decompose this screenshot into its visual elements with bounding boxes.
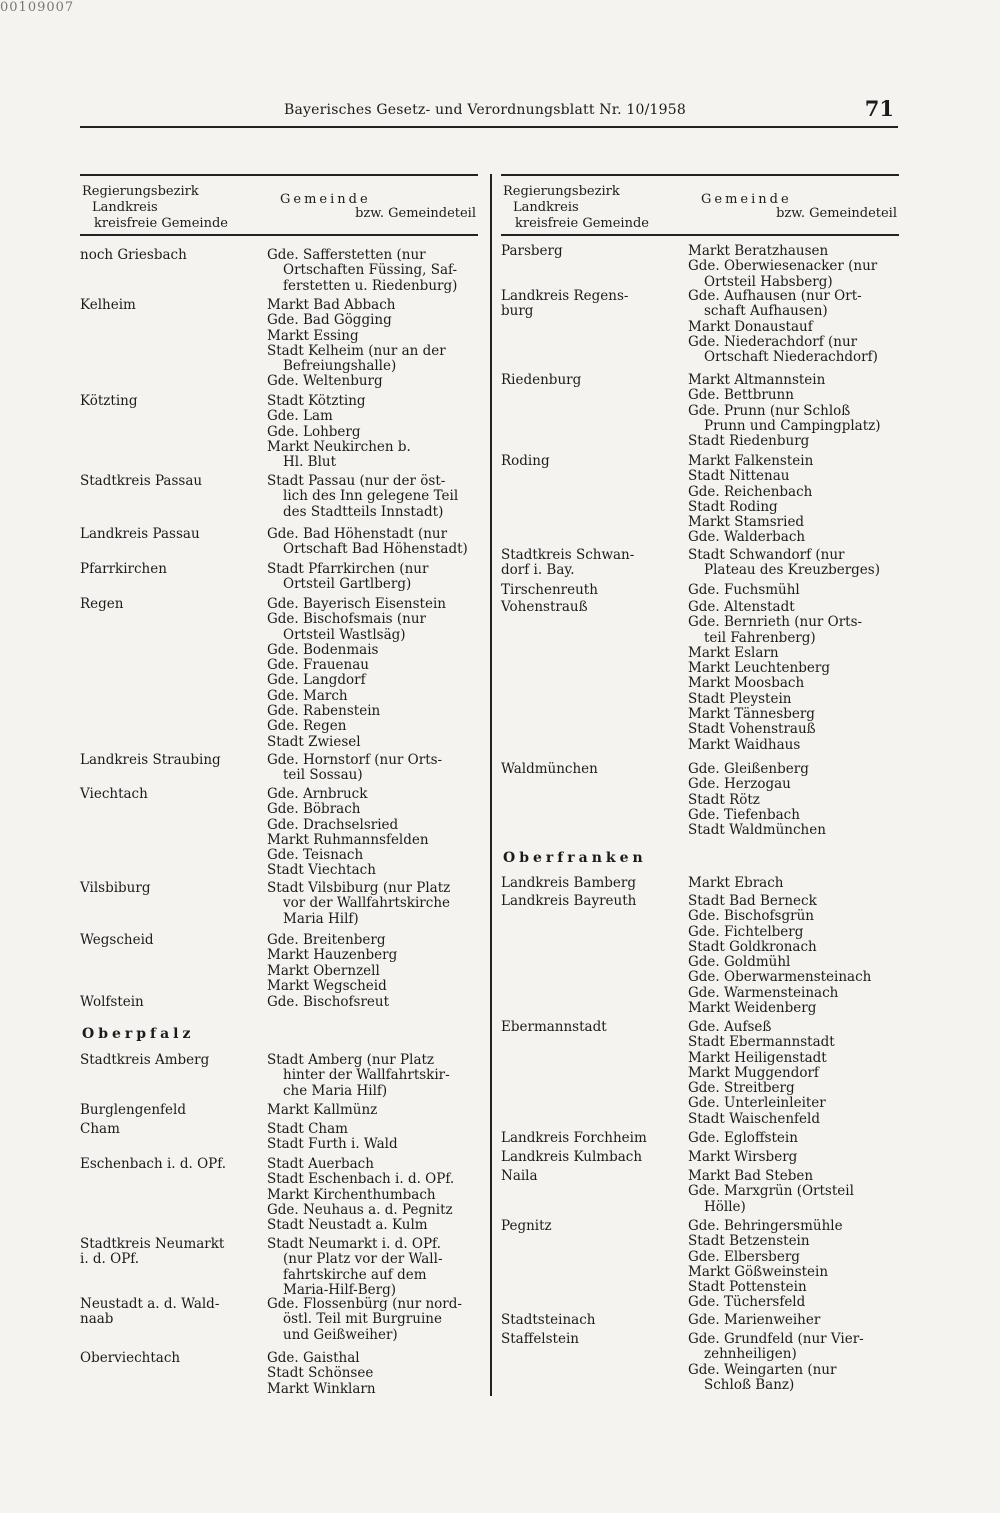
place-line: Stadt Viechtach [267,862,376,879]
place-line: Gde. March [267,687,348,704]
place-line: Gde. Tüchersfeld [688,1294,806,1311]
place-line: Stadt Auerbach [267,1156,374,1172]
place-line: Gde. Prunn (nur Schloß [688,402,851,419]
place-line: Stadt Vohenstrauß [688,721,816,738]
place-line: Markt Beratzhausen [688,243,829,259]
place-line: Gde. Egloffstein [688,1130,798,1146]
place-line: Stadt Bad Berneck [688,893,817,909]
district-name: Waldmünchen [501,761,598,777]
place-line: Gde. Regen [267,718,347,735]
places-list [267,933,479,994]
place-line: Stadt Schönsee [267,1365,374,1382]
place-line: Stadt Pfarrkirchen (nur [267,561,429,577]
place-line: Markt Weidenberg [688,1000,817,1017]
places-list [688,1150,900,1165]
header-gemeindeteil: bzw. Gemeindeteil [355,206,476,221]
place-line: Ortschaft Bad Höhenstadt) [283,541,468,558]
place-line: lich des Inn gelegene Teil [283,488,459,505]
places-list [267,753,479,784]
place-line: Stadt Betzenstein [688,1233,810,1250]
place-line: Schloß Banz) [704,1376,795,1393]
place-line: Gde. Marienweiher [688,1312,821,1328]
places-list [267,1297,479,1343]
place-line: Gde. Gleißenberg [688,761,809,777]
place-line: Gde. Walderbach [688,529,806,546]
column-divider [490,174,492,1396]
page-header [80,96,898,126]
district-name: Ebermannstadt [501,1019,607,1035]
header-regierungsbezirk: Regierungsbezirk [503,184,620,199]
place-line: Markt Neukirchen b. [267,438,411,455]
places-list [688,1131,900,1146]
header-kreisfreie-gemeinde: kreisfreie Gemeinde [94,216,228,231]
place-line: Hölle) [704,1198,746,1215]
places-list [688,1020,900,1127]
place-line: und Geißweiher) [283,1326,398,1343]
place-line: Gde. Flossenbürg (nur nord- [267,1296,462,1312]
places-list [688,373,900,449]
place-line: Stadt Vilsbiburg (nur Platz [267,880,451,896]
section-heading-oberfranken: Oberfranken [503,850,647,866]
place-line: des Stadtteils Innstadt) [283,503,444,520]
district-name: Pegnitz [501,1218,552,1234]
district-name: Regen [80,596,124,612]
place-line: vor der Wallfahrtskirche [283,895,451,912]
header-kreisfreie-gemeinde: kreisfreie Gemeinde [515,216,649,231]
place-line: Gde. Behringersmühle [688,1218,843,1234]
place-line: Gde. Gaisthal [267,1350,360,1366]
place-line: Stadt Amberg (nur Platz [267,1052,435,1068]
place-line: Markt Falkenstein [688,453,814,469]
places-list [688,454,900,546]
place-line: Markt Obernzell [267,962,380,979]
places-list [688,289,900,365]
place-line: Gde. Böbrach [267,801,361,818]
place-line: Markt Bad Abbach [267,297,396,313]
place-line: zehnheiligen) [704,1346,797,1363]
places-list [267,1103,479,1118]
district-name: Burglengenfeld [80,1102,186,1118]
place-line: Stadt Kelheim (nur an der [267,342,446,359]
place-line: Markt Bad Steben [688,1168,814,1184]
place-line: Ortschaften Füssing, Saf- [283,262,458,279]
place-line: Gde. Bischofsgrün [688,908,814,925]
place-line: Gde. Bischofsmais (nur [267,611,426,628]
places-list [267,562,479,593]
place-line: Stadt Riedenburg [688,433,810,450]
right-column [501,174,899,1393]
district-name: Landkreis Straubing [80,752,221,768]
place-line: Gde. Lam [267,408,333,425]
district-name: Wolfstein [80,994,144,1010]
district-name: Neustadt a. d. Wald- naab [80,1296,220,1328]
place-line: Markt Winklarn [267,1380,376,1397]
places-list [267,1237,479,1298]
district-name: Pfarrkirchen [80,561,167,577]
place-line: Markt Heiligenstadt [688,1049,827,1066]
district-name: Stadtkreis Neumarkt i. d. OPf. [80,1236,225,1268]
place-line: schaft Aufhausen) [704,303,828,320]
place-line: Gde. Tiefenbach [688,806,800,823]
place-line: Stadt Kötzting [267,393,366,409]
district-name: Eschenbach i. d. OPf. [80,1156,227,1172]
section-heading-oberpfalz: Oberpfalz [82,1026,195,1042]
table-header [501,174,899,236]
place-line: Gde. Bernrieth (nur Orts- [688,614,863,631]
header-title: Bayerisches Gesetz- und Verordnungsblatt Nr. 10/1958 [284,102,686,118]
place-line: Stadt Ebermannstadt [688,1034,835,1051]
place-line: Gde. Oberwarmensteinach [688,969,872,986]
place-line: Gde. Oberwiesenacker (nur [688,258,878,275]
place-line: Gde. Langdorf [267,672,366,689]
places-list [267,298,479,390]
district-name: Stadtkreis Amberg [80,1052,210,1068]
place-line: Gde. Elbersberg [688,1248,800,1265]
place-line: Gde. Fichtelberg [688,923,804,940]
places-list [267,1157,479,1233]
place-line: Gde. Grundfeld (nur Vier- [688,1331,864,1347]
place-line: Ortsteil Wastlsäg) [283,626,406,643]
place-line: Markt Gößweinstein [688,1263,829,1280]
place-line: Stadt Waldmünchen [688,822,826,839]
place-line: Gde. Niederachdorf (nur [688,333,858,350]
place-line: (nur Platz vor der Wall- [283,1251,443,1268]
district-name: Staffelstein [501,1331,579,1347]
district-name: Stadtkreis Passau [80,473,203,489]
place-line: Markt Eslarn [688,644,779,661]
place-line: Markt Kirchenthumbach [267,1186,436,1203]
district-name: Kötzting [80,393,138,409]
place-line: Stadt Pottenstein [688,1279,807,1296]
place-line: Stadt Nittenau [688,468,790,485]
place-line: Gde. Teisnach [267,847,364,864]
place-line: Stadt Waischenfeld [688,1110,820,1127]
place-line: Befreiungshalle) [283,358,397,375]
place-line: Markt Essing [267,327,359,344]
place-line: Stadt Rötz [688,791,760,808]
district-name: Landkreis Regens- burg [501,288,629,320]
place-line: Gde. Streitberg [688,1080,795,1097]
place-line: Stadt Schwandorf (nur [688,547,845,563]
place-line: Plateau des Kreuzberges) [704,562,880,579]
header-landkreis: Landkreis [513,200,579,215]
district-name: Roding [501,453,550,469]
places-list [688,1219,900,1311]
header-regierungsbezirk: Regierungsbezirk [82,184,199,199]
place-line: Gde. Bodenmais [267,641,379,658]
places-list [688,1169,900,1215]
places-list [267,527,479,558]
place-line: Stadt Pleystein [688,690,792,707]
places-list [267,248,479,294]
places-list [267,995,479,1010]
place-line: Gde. Marxgrün (Ortsteil [688,1183,854,1200]
place-line: Ortschaft Niederachdorf) [704,349,878,366]
place-line: Markt Leuchtenberg [688,660,830,677]
place-line: Markt Kallmünz [267,1102,378,1118]
header-landkreis: Landkreis [92,200,158,215]
places-list [688,583,900,598]
place-line: östl. Teil mit Burgruine [283,1311,442,1328]
place-line: Hl. Blut [283,454,337,471]
place-line: Stadt Neumarkt i. d. OPf. [267,1236,441,1252]
district-name: Stadtsteinach [501,1312,596,1328]
place-line: Markt Ruhmannsfelden [267,831,429,848]
place-line: Gde. Aufseß [688,1019,772,1035]
district-name: Riedenburg [501,372,582,388]
places-list [267,787,479,879]
header-rule [80,126,898,128]
place-line: Gde. Safferstetten (nur [267,247,426,263]
district-name: Landkreis Bamberg [501,875,637,891]
place-line: Gde. Rabenstein [267,703,381,720]
place-line: Gde. Bad Gögging [267,312,392,329]
place-line: Gde. Bayerisch Eisenstein [267,596,446,612]
district-name: Landkreis Forchheim [501,1130,647,1146]
places-list [688,1313,900,1328]
places-list [688,762,900,838]
places-list [688,600,900,753]
place-line: Stadt Cham [267,1121,348,1137]
places-list [267,474,479,520]
places-list [688,876,900,891]
place-line: Markt Wirsberg [688,1149,798,1165]
places-list [267,394,479,470]
table-header [80,174,478,236]
place-line: Gde. Altenstadt [688,599,795,615]
district-name: Tirschenreuth [501,582,598,598]
place-line: teil Fahrenberg) [704,629,816,646]
place-line: Gde. Reichenbach [688,483,813,500]
place-line: Ortsteil Habsberg) [704,273,833,290]
district-name: Wegscheid [80,932,154,948]
places-list [267,1053,479,1099]
place-line: Stadt Roding [688,498,778,515]
places-list [267,597,479,750]
district-name: Vilsbiburg [80,880,151,896]
header-gemeinde: Gemeinde [701,192,792,207]
place-line: Markt Hauzenberg [267,947,398,964]
place-line: che Maria Hilf) [283,1082,388,1099]
district-name: Cham [80,1121,120,1137]
page-number: 71 [864,96,894,121]
district-name: Kelheim [80,297,136,313]
place-line: Stadt Goldkronach [688,938,817,955]
place-line: Stadt Passau (nur der öst- [267,473,446,489]
place-line: Gde. Bettbrunn [688,387,794,404]
place-line: Gde. Arnbruck [267,786,368,802]
place-line: Gde. Breitenberg [267,932,386,948]
district-name: noch Griesbach [80,247,187,263]
place-line: Markt Tännesberg [688,706,815,723]
place-line: Gde. Weingarten (nur [688,1361,837,1378]
place-line: Markt Moosbach [688,675,805,692]
places-list [688,244,900,290]
district-name: Landkreis Kulmbach [501,1149,643,1165]
place-line: Stadt Zwiesel [267,733,361,750]
place-line: Ortsteil Gartlberg) [283,576,412,593]
place-line: Markt Donaustauf [688,318,813,335]
scan-id: 00109007 [0,0,75,15]
place-line: Gde. Unterleinleiter [688,1095,826,1112]
header-gemeindeteil: bzw. Gemeindeteil [776,206,897,221]
place-line: Gde. Warmensteinach [688,984,839,1001]
district-name: Stadtkreis Schwan- dorf i. Bay. [501,547,635,579]
place-line: Gde. Neuhaus a. d. Pegnitz [267,1201,453,1218]
places-list [688,548,900,579]
places-list [267,1122,479,1153]
place-line: Prunn und Campingplatz) [704,417,881,434]
place-line: Gde. Frauenau [267,657,369,674]
place-line: fahrtskirche auf dem [283,1266,427,1283]
place-line: Maria-Hilf-Berg) [283,1281,397,1298]
district-name: Landkreis Bayreuth [501,893,637,909]
district-name: Naila [501,1168,538,1184]
place-line: Markt Stamsried [688,514,805,531]
place-line: hinter der Wallfahrtskir- [283,1067,450,1084]
places-list [688,894,900,1016]
place-line: Gde. Herzogau [688,776,791,793]
place-line: teil Sossau) [283,767,363,784]
place-line: Stadt Eschenbach i. d. OPf. [267,1171,455,1188]
place-line: Gde. Drachselsried [267,816,399,833]
district-name: Landkreis Passau [80,526,200,542]
district-name: Viechtach [80,786,148,802]
places-list [267,1351,479,1397]
place-line: ferstetten u. Riedenburg) [283,277,458,294]
place-line: Gde. Goldmühl [688,954,791,971]
place-line: Gde. Lohberg [267,423,361,440]
place-line: Markt Waidhaus [688,736,801,753]
district-name: Parsberg [501,243,563,259]
place-line: Gde. Bad Höhenstadt (nur [267,526,448,542]
place-line: Gde. Hornstorf (nur Orts- [267,752,443,768]
place-line: Markt Altmannstein [688,372,826,388]
place-line: Gde. Bischofsreut [267,994,390,1010]
place-line: Markt Wegscheid [267,977,387,994]
place-line: Gde. Weltenburg [267,373,383,390]
place-line: Gde. Fuchsmühl [688,582,800,598]
place-line: Gde. Aufhausen (nur Ort- [688,288,862,304]
place-line: Maria Hilf) [283,910,359,927]
district-name: Oberviechtach [80,1350,181,1366]
place-line: Stadt Neustadt a. Kulm [267,1217,428,1234]
places-list [267,881,479,927]
place-line: Markt Muggendorf [688,1064,819,1081]
header-gemeinde: Gemeinde [280,192,371,207]
place-line: Markt Ebrach [688,875,784,891]
place-line: Stadt Furth i. Wald [267,1136,398,1153]
places-list [688,1332,900,1393]
left-column [80,174,478,1397]
district-name: Vohenstrauß [501,599,588,615]
